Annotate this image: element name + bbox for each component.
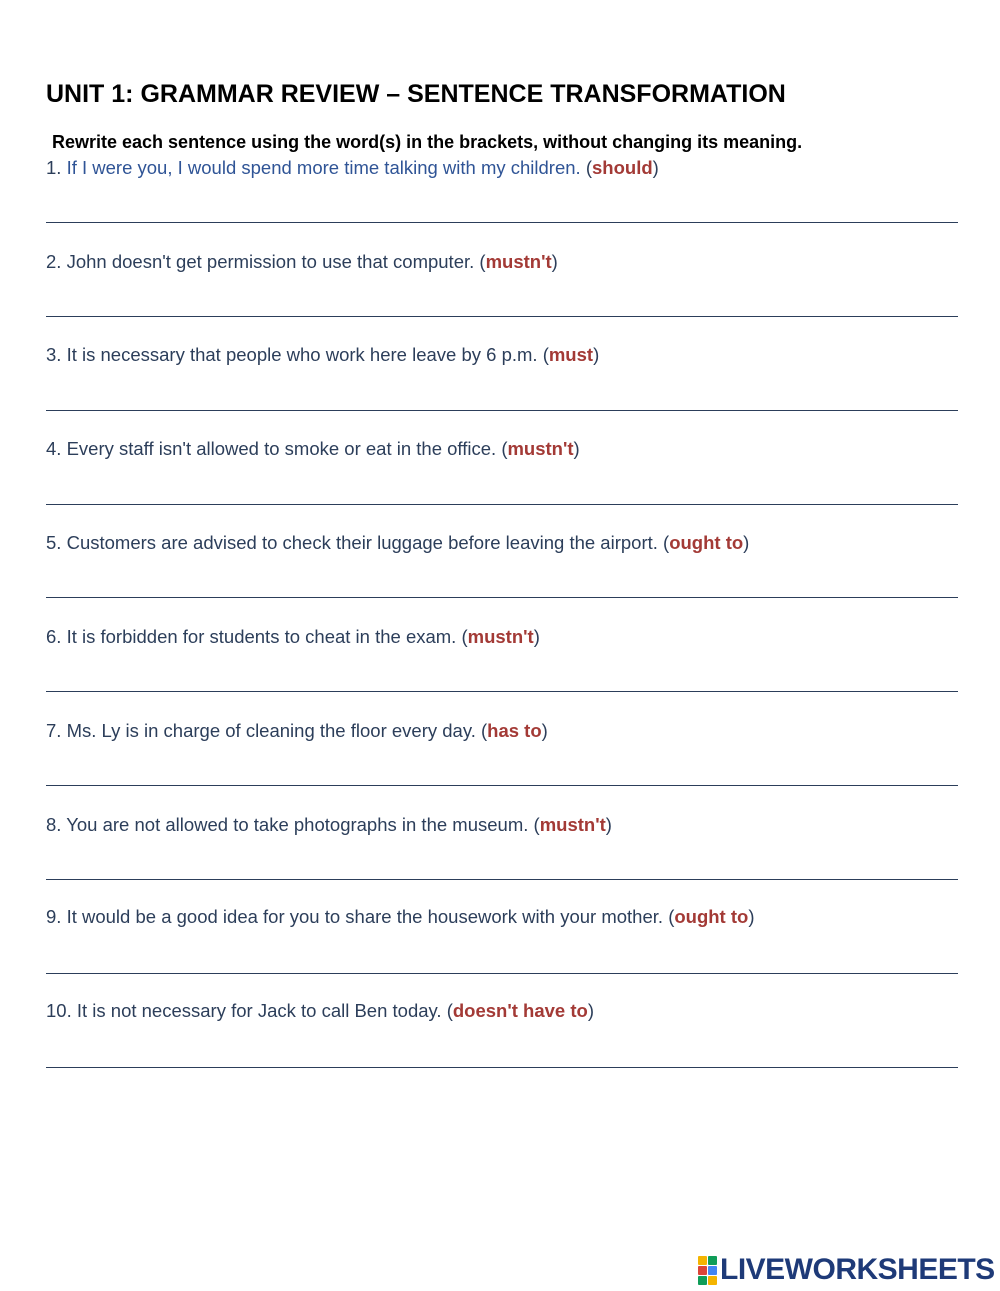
question-4: 4. Every staff isn't allowed to smoke or eat in the office. (mustn't) — [46, 438, 580, 459]
answer-line-10[interactable] — [46, 1067, 958, 1068]
question-5: 5. Customers are advised to check their luggage before leaving the airport. (ought to) — [46, 532, 750, 553]
answer-line-7[interactable] — [46, 785, 958, 786]
answer-line-4[interactable] — [46, 504, 958, 505]
instruction-text: Rewrite each sentence using the word(s) in the brackets, without changing its meaning. — [52, 132, 803, 152]
question-1: 1. If I were you, I would spend more time talking with my children. (should) — [46, 157, 659, 178]
question-text: It is necessary that people who work here leave by 6 p.m. — [66, 344, 538, 365]
page-title: UNIT 1: GRAMMAR REVIEW – SENTENCE TRANSFORMATION — [46, 80, 786, 108]
question-9: 9. It would be a good idea for you to share the housework with your mother. (ought to) — [46, 906, 755, 927]
question-keyword: mustn't — [467, 626, 534, 647]
question-number: 3. — [46, 344, 62, 365]
question-number: 4. — [46, 438, 62, 459]
question-text: Customers are advised to check their luggage before leaving the airport. — [66, 532, 658, 553]
answer-line-2[interactable] — [46, 316, 958, 317]
question-keyword: mustn't — [485, 251, 552, 272]
question-text: Every staff isn't allowed to smoke or eat in the office. — [66, 438, 497, 459]
question-8: 8. You are not allowed to take photographs in the museum. (mustn't) — [46, 814, 612, 835]
liveworksheets-logo-icon — [698, 1256, 717, 1285]
question-keyword: doesn't have to — [452, 1000, 588, 1021]
answer-line-9[interactable] — [46, 973, 958, 974]
question-keyword: ought to — [674, 906, 749, 927]
answer-line-5[interactable] — [46, 597, 958, 598]
question-number: 1. — [46, 157, 62, 178]
question-6: 6. It is forbidden for students to cheat in the exam. (mustn't) — [46, 626, 540, 647]
question-keyword: mustn't — [507, 438, 574, 459]
question-text: It is forbidden for students to cheat in the exam. — [66, 626, 457, 647]
question-number: 6. — [46, 626, 62, 647]
question-text: If I were you, I would spend more time talking with my children. — [66, 157, 581, 178]
question-number: 8. — [46, 814, 62, 835]
question-number: 7. — [46, 720, 62, 741]
question-text: John doesn't get permission to use that computer. — [66, 251, 475, 272]
question-3: 3. It is necessary that people who work here leave by 6 p.m. (must) — [46, 344, 600, 365]
question-keyword: must — [548, 344, 594, 365]
question-10: 10. It is not necessary for Jack to call Ben today. (doesn't have to) — [46, 1000, 594, 1021]
question-number: 9. — [46, 906, 62, 927]
question-keyword: ought to — [669, 532, 744, 553]
question-keyword: mustn't — [539, 814, 606, 835]
question-7: 7. Ms. Ly is in charge of cleaning the floor every day. (has to) — [46, 720, 548, 741]
question-text: You are not allowed to take photographs in the museum. — [66, 814, 529, 835]
question-text: It would be a good idea for you to share the housework with your mother. — [66, 906, 664, 927]
question-keyword: has to — [487, 720, 542, 741]
question-number: 2. — [46, 251, 62, 272]
question-text: Ms. Ly is in charge of cleaning the floor every day. — [66, 720, 476, 741]
logo-text: LIVEWORKSHEETS — [720, 1253, 995, 1286]
question-2: 2. John doesn't get permission to use that computer. (mustn't) — [46, 251, 558, 272]
answer-line-8[interactable] — [46, 879, 958, 880]
answer-line-6[interactable] — [46, 691, 958, 692]
question-number: 10. — [46, 1000, 72, 1021]
question-number: 5. — [46, 532, 62, 553]
liveworksheets-logo[interactable] — [698, 1255, 995, 1285]
answer-line-1[interactable] — [46, 222, 958, 223]
answer-line-3[interactable] — [46, 410, 958, 411]
question-text: It is not necessary for Jack to call Ben today. — [76, 1000, 442, 1021]
question-keyword: should — [592, 157, 653, 178]
